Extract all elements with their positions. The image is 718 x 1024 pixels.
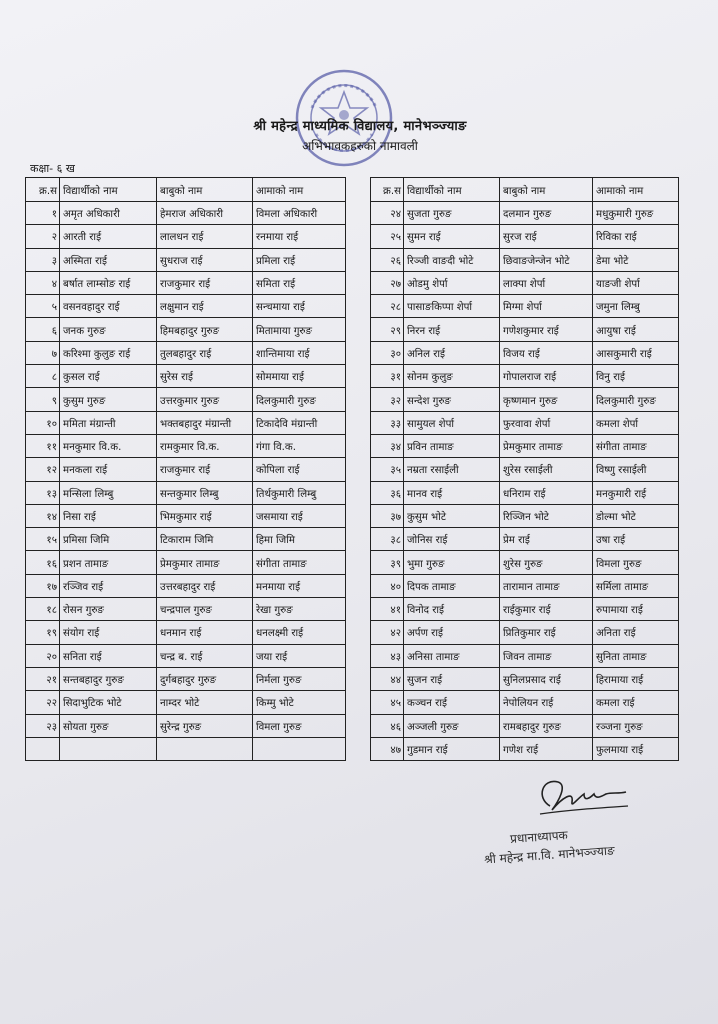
table-header-row: [371, 178, 679, 202]
table-row: [26, 458, 346, 481]
table-row: [26, 528, 346, 551]
cell-mother-name: आसकुमारी राई: [593, 341, 679, 364]
header-serial: क्र.स: [26, 178, 60, 202]
cell-father-name: सुरेन्द्र गुरुङ: [157, 714, 253, 737]
school-title: श्री महेन्द्र माध्यमिक विद्यालय, मानेभञ्ज्याङ: [253, 119, 467, 134]
cell-serial: ९: [26, 388, 60, 411]
header-mother-name: आमाको नाम: [253, 178, 346, 202]
cell-father-name: तारामान तामाङ: [500, 574, 593, 597]
table-row: [26, 737, 346, 760]
cell-mother-name: आयुषा राई: [593, 318, 679, 341]
cell-father-name: सन्तकुमार लिम्बु: [157, 481, 253, 504]
roster-body-left: [26, 202, 346, 761]
cell-student-name: कुसुम भोटे: [404, 504, 500, 527]
cell-mother-name: कमला राई: [593, 691, 679, 714]
table-row: [371, 225, 679, 248]
cell-student-name: सिदाभुटिक भोटे: [60, 691, 157, 714]
cell-mother-name: प्रमिला राई: [253, 248, 346, 271]
cell-mother-name: डोल्मा भोटे: [593, 504, 679, 527]
cell-student-name: रञ्जिव राई: [60, 574, 157, 597]
cell-serial: २५: [371, 225, 404, 248]
table-row: [26, 341, 346, 364]
cell-student-name: [60, 737, 157, 760]
cell-student-name: सन्देश गुरुङ: [404, 388, 500, 411]
cell-student-name: अनिसा तामाङ: [404, 644, 500, 667]
cell-mother-name: मनकुमारी राई: [593, 481, 679, 504]
header-father-name: बाबुको नाम: [500, 178, 593, 202]
table-row: [371, 318, 679, 341]
page-subtitle: अभिभावकहरुको नामावली: [302, 139, 418, 153]
table-row: [26, 388, 346, 411]
table-row: [26, 365, 346, 388]
cell-mother-name: मितामाया गुरुङ: [253, 318, 346, 341]
cell-mother-name: धनलक्ष्मी राई: [253, 621, 346, 644]
cell-mother-name: [253, 737, 346, 760]
table-row: [371, 434, 679, 457]
cell-student-name: मनकला राई: [60, 458, 157, 481]
cell-mother-name: मनमाया राई: [253, 574, 346, 597]
cell-mother-name: जमुना लिम्बु: [593, 295, 679, 318]
cell-mother-name: रिविका राई: [593, 225, 679, 248]
table-row: [26, 644, 346, 667]
cell-serial: २९: [371, 318, 404, 341]
table-row: [26, 598, 346, 621]
cell-student-name: कुसल राई: [60, 365, 157, 388]
cell-mother-name: शान्तिमाया राई: [253, 341, 346, 364]
cell-mother-name: संगीता तामाङ: [593, 434, 679, 457]
cell-father-name: तुलबहादुर राई: [157, 341, 253, 364]
table-row: [26, 481, 346, 504]
cell-father-name: गणेशकुमार राई: [500, 318, 593, 341]
cell-mother-name: गंगा वि.क.: [253, 434, 346, 457]
cell-father-name: टिकाराम जिमि: [157, 528, 253, 551]
cell-serial: ३०: [371, 341, 404, 364]
cell-student-name: आरती राई: [60, 225, 157, 248]
table-row: [371, 667, 679, 690]
cell-serial: ४४: [371, 667, 404, 690]
cell-student-name: अमृत अधिकारी: [60, 202, 157, 225]
cell-mother-name: रञ्जना गुरुङ: [593, 714, 679, 737]
cell-student-name: वसनवहादुर राई: [60, 295, 157, 318]
cell-serial: ३८: [371, 528, 404, 551]
cell-serial: ३: [26, 248, 60, 271]
cell-serial: ३३: [371, 411, 404, 434]
cell-student-name: मानव राई: [404, 481, 500, 504]
cell-student-name: अर्पण राई: [404, 621, 500, 644]
cell-mother-name: दिलकुमारी गुरुङ: [253, 388, 346, 411]
cell-student-name: सन्तबहादुर गुरुङ: [60, 667, 157, 690]
cell-father-name: सुरज राई: [500, 225, 593, 248]
cell-student-name: मन्सिला लिम्बु: [60, 481, 157, 504]
cell-mother-name: डेमा भोटे: [593, 248, 679, 271]
cell-serial: ३७: [371, 504, 404, 527]
cell-mother-name: उषा राई: [593, 528, 679, 551]
cell-mother-name: याङजी शेर्पा: [593, 271, 679, 294]
table-row: [371, 481, 679, 504]
cell-serial: २०: [26, 644, 60, 667]
cell-serial: ४३: [371, 644, 404, 667]
cell-serial: २८: [371, 295, 404, 318]
cell-serial: ४५: [371, 691, 404, 714]
table-row: [26, 271, 346, 294]
cell-father-name: लाक्पा शेर्पा: [500, 271, 593, 294]
table-row: [371, 271, 679, 294]
cell-mother-name: हिरामाया राई: [593, 667, 679, 690]
table-row: [371, 551, 679, 574]
cell-student-name: कञ्चन राई: [404, 691, 500, 714]
cell-mother-name: रुपामाया राई: [593, 598, 679, 621]
cell-father-name: रिञ्जिन भोटे: [500, 504, 593, 527]
cell-mother-name: किम्मु भोटे: [253, 691, 346, 714]
table-row: [371, 644, 679, 667]
cell-student-name: सुमन राई: [404, 225, 500, 248]
cell-serial: ३२: [371, 388, 404, 411]
cell-father-name: धनमान राई: [157, 621, 253, 644]
cell-father-name: हिमबहादुर गुरुङ: [157, 318, 253, 341]
cell-serial: १६: [26, 551, 60, 574]
table-row: [371, 598, 679, 621]
cell-serial: २७: [371, 271, 404, 294]
cell-father-name: प्रेमकुमार तामाङ: [157, 551, 253, 574]
cell-student-name: प्रमिसा जिमि: [60, 528, 157, 551]
cell-mother-name: जसमाया राई: [253, 504, 346, 527]
cell-father-name: भक्तबहादुर मंग्रान्ती: [157, 411, 253, 434]
table-row: [371, 621, 679, 644]
cell-father-name: विजय राई: [500, 341, 593, 364]
table-row: [371, 341, 679, 364]
cell-father-name: प्रेम राई: [500, 528, 593, 551]
cell-father-name: उत्तरबहादुर राई: [157, 574, 253, 597]
cell-serial: ७: [26, 341, 60, 364]
cell-mother-name: विमला गुरुङ: [253, 714, 346, 737]
cell-father-name: सुनिलप्रसाद राई: [500, 667, 593, 690]
cell-mother-name: रेखा गुरुङ: [253, 598, 346, 621]
cell-father-name: नाम्दर भोटे: [157, 691, 253, 714]
cell-serial: १: [26, 202, 60, 225]
cell-mother-name: विनु राई: [593, 365, 679, 388]
cell-student-name: मनकुमार वि.क.: [60, 434, 157, 457]
table-row: [371, 714, 679, 737]
cell-serial: २६: [371, 248, 404, 271]
table-row: [371, 295, 679, 318]
cell-mother-name: विष्णु रसाईली: [593, 458, 679, 481]
header-serial: क्र.स: [371, 178, 404, 202]
cell-mother-name: निर्मला गुरुङ: [253, 667, 346, 690]
cell-serial: [26, 737, 60, 760]
cell-father-name: गणेश राई: [500, 737, 593, 760]
table-row: [26, 574, 346, 597]
cell-mother-name: अनिता राई: [593, 621, 679, 644]
cell-father-name: गोपालराज राई: [500, 365, 593, 388]
cell-student-name: ममिता मंग्रान्ती: [60, 411, 157, 434]
cell-student-name: सनिता राई: [60, 644, 157, 667]
table-row: [26, 551, 346, 574]
cell-student-name: पासाङकिप्पा शेर्पा: [404, 295, 500, 318]
cell-student-name: भुमा गुरुङ: [404, 551, 500, 574]
cell-father-name: लालधन राई: [157, 225, 253, 248]
table-row: [371, 737, 679, 760]
class-label: कक्षा- ६ ख: [30, 162, 75, 175]
cell-student-name: विनोद राई: [404, 598, 500, 621]
cell-student-name: निरन राई: [404, 318, 500, 341]
cell-student-name: दिपक तामाङ: [404, 574, 500, 597]
cell-father-name: शुरेस गुरुङ: [500, 551, 593, 574]
signature-school: श्री महेन्द्र मा.वि. मानेभञ्ज्याङ: [483, 843, 616, 867]
cell-father-name: भिमकुमार राई: [157, 504, 253, 527]
cell-student-name: अस्मिता राई: [60, 248, 157, 271]
cell-mother-name: कमला शेर्पा: [593, 411, 679, 434]
cell-serial: १०: [26, 411, 60, 434]
table-row: [371, 248, 679, 271]
cell-serial: १४: [26, 504, 60, 527]
cell-serial: ३१: [371, 365, 404, 388]
cell-student-name: सोयता गुरुङ: [60, 714, 157, 737]
cell-mother-name: फुलमाया राई: [593, 737, 679, 760]
signature-title: प्रधानाध्यापक: [509, 828, 569, 846]
cell-student-name: जोनिस राई: [404, 528, 500, 551]
table-row: [26, 225, 346, 248]
cell-student-name: रोसन गुरुङ: [60, 598, 157, 621]
cell-father-name: [157, 737, 253, 760]
roster-body-right: [371, 202, 679, 761]
cell-student-name: अञ्जली गुरुङ: [404, 714, 500, 737]
cell-mother-name: विमला अधिकारी: [253, 202, 346, 225]
cell-serial: २३: [26, 714, 60, 737]
roster-table-left: [25, 177, 346, 761]
cell-father-name: फुरवावा शेर्पा: [500, 411, 593, 434]
cell-serial: १५: [26, 528, 60, 551]
cell-student-name: रिञ्जी वाङदी भोटे: [404, 248, 500, 271]
cell-serial: ४०: [371, 574, 404, 597]
cell-father-name: सुरेस राई: [157, 365, 253, 388]
cell-father-name: रामबहादुर गुरुङ: [500, 714, 593, 737]
cell-serial: १३: [26, 481, 60, 504]
header-student-name: विद्यार्थीको नाम: [404, 178, 500, 202]
cell-serial: १७: [26, 574, 60, 597]
cell-father-name: मिग्मा शेर्पा: [500, 295, 593, 318]
cell-student-name: करिश्मा कुलुङ राई: [60, 341, 157, 364]
cell-father-name: कृष्णमान गुरुङ: [500, 388, 593, 411]
cell-mother-name: समिता राई: [253, 271, 346, 294]
cell-father-name: उत्तरकुमार गुरुङ: [157, 388, 253, 411]
cell-mother-name: संगीता तामाङ: [253, 551, 346, 574]
cell-mother-name: तिर्थकुमारी लिम्बु: [253, 481, 346, 504]
cell-serial: ८: [26, 365, 60, 388]
table-row: [26, 202, 346, 225]
cell-student-name: बर्षात लाम्सोङ राई: [60, 271, 157, 294]
cell-serial: ११: [26, 434, 60, 457]
cell-mother-name: विमला गुरुङ: [593, 551, 679, 574]
cell-mother-name: दिलकुमारी गुरुङ: [593, 388, 679, 411]
cell-father-name: शुरेस रसाईली: [500, 458, 593, 481]
cell-serial: २: [26, 225, 60, 248]
cell-serial: २२: [26, 691, 60, 714]
cell-student-name: गुडमान राई: [404, 737, 500, 760]
table-row: [371, 202, 679, 225]
cell-student-name: जनक गुरुङ: [60, 318, 157, 341]
table-row: [26, 621, 346, 644]
cell-student-name: अनिल राई: [404, 341, 500, 364]
cell-student-name: प्रविन तामाङ: [404, 434, 500, 457]
cell-father-name: राजकुमार राई: [157, 271, 253, 294]
cell-father-name: नेपोलियन राई: [500, 691, 593, 714]
table-row: [26, 434, 346, 457]
cell-mother-name: सन्चमाया राई: [253, 295, 346, 318]
cell-student-name: सुजन राई: [404, 667, 500, 690]
cell-serial: १२: [26, 458, 60, 481]
cell-student-name: कुसुम गुरुङ: [60, 388, 157, 411]
table-row: [371, 504, 679, 527]
cell-mother-name: सोममाया राई: [253, 365, 346, 388]
cell-mother-name: रनमाया राई: [253, 225, 346, 248]
cell-student-name: सुजता गुरुङ: [404, 202, 500, 225]
table-row: [26, 691, 346, 714]
cell-serial: १८: [26, 598, 60, 621]
cell-student-name: सोनम कुलुङ: [404, 365, 500, 388]
cell-serial: ५: [26, 295, 60, 318]
cell-father-name: प्रेमकुमार तामाङ: [500, 434, 593, 457]
cell-father-name: लक्षुमान राई: [157, 295, 253, 318]
cell-mother-name: जया राई: [253, 644, 346, 667]
table-row: [371, 458, 679, 481]
cell-father-name: धनिराम राई: [500, 481, 593, 504]
table-row: [26, 714, 346, 737]
cell-father-name: सुधराज राई: [157, 248, 253, 271]
header-mother-name: आमाको नाम: [593, 178, 679, 202]
cell-mother-name: मधुकुमारी गुरुङ: [593, 202, 679, 225]
header-father-name: बाबुको नाम: [157, 178, 253, 202]
cell-serial: ६: [26, 318, 60, 341]
principal-signature: [528, 768, 638, 828]
table-row: [371, 528, 679, 551]
cell-mother-name: कोपिला राई: [253, 458, 346, 481]
cell-student-name: निसा राई: [60, 504, 157, 527]
cell-student-name: सामुयल शेर्पा: [404, 411, 500, 434]
cell-mother-name: हिमा जिमि: [253, 528, 346, 551]
cell-serial: २१: [26, 667, 60, 690]
cell-father-name: रामकुमार वि.क.: [157, 434, 253, 457]
table-header-row: [26, 178, 346, 202]
table-row: [26, 295, 346, 318]
cell-serial: ३५: [371, 458, 404, 481]
cell-serial: ३४: [371, 434, 404, 457]
cell-serial: ४१: [371, 598, 404, 621]
cell-student-name: नम्रता रसाईली: [404, 458, 500, 481]
table-row: [26, 248, 346, 271]
cell-father-name: दुर्गबहादुर गुरुङ: [157, 667, 253, 690]
table-row: [26, 411, 346, 434]
cell-father-name: राईकुमार राई: [500, 598, 593, 621]
cell-serial: ४६: [371, 714, 404, 737]
cell-serial: २४: [371, 202, 404, 225]
table-row: [371, 411, 679, 434]
cell-student-name: संयोग राई: [60, 621, 157, 644]
table-row: [26, 504, 346, 527]
cell-father-name: छिवाङजेन्जेन भोटे: [500, 248, 593, 271]
table-row: [371, 574, 679, 597]
cell-father-name: प्रितिकुमार राई: [500, 621, 593, 644]
cell-serial: ४: [26, 271, 60, 294]
table-row: [26, 667, 346, 690]
cell-father-name: राजकुमार राई: [157, 458, 253, 481]
cell-father-name: चन्द्रपाल गुरुङ: [157, 598, 253, 621]
cell-serial: ३९: [371, 551, 404, 574]
table-row: [26, 318, 346, 341]
cell-student-name: प्रशन तामाङ: [60, 551, 157, 574]
cell-serial: ४७: [371, 737, 404, 760]
cell-father-name: जिवन तामाङ: [500, 644, 593, 667]
cell-student-name: ओडमु शेर्पा: [404, 271, 500, 294]
cell-serial: १९: [26, 621, 60, 644]
cell-father-name: दलमान गुरुङ: [500, 202, 593, 225]
cell-serial: ३६: [371, 481, 404, 504]
cell-father-name: हेमराज अधिकारी: [157, 202, 253, 225]
table-row: [371, 388, 679, 411]
table-row: [371, 691, 679, 714]
roster-table-right: [370, 177, 679, 761]
header-student-name: विद्यार्थीको नाम: [60, 178, 157, 202]
cell-mother-name: टिकादेवि मंग्रान्ती: [253, 411, 346, 434]
cell-mother-name: सर्मिला तामाङ: [593, 574, 679, 597]
table-row: [371, 365, 679, 388]
cell-father-name: चन्द्र ब. राई: [157, 644, 253, 667]
cell-mother-name: सुनिता तामाङ: [593, 644, 679, 667]
cell-serial: ४२: [371, 621, 404, 644]
